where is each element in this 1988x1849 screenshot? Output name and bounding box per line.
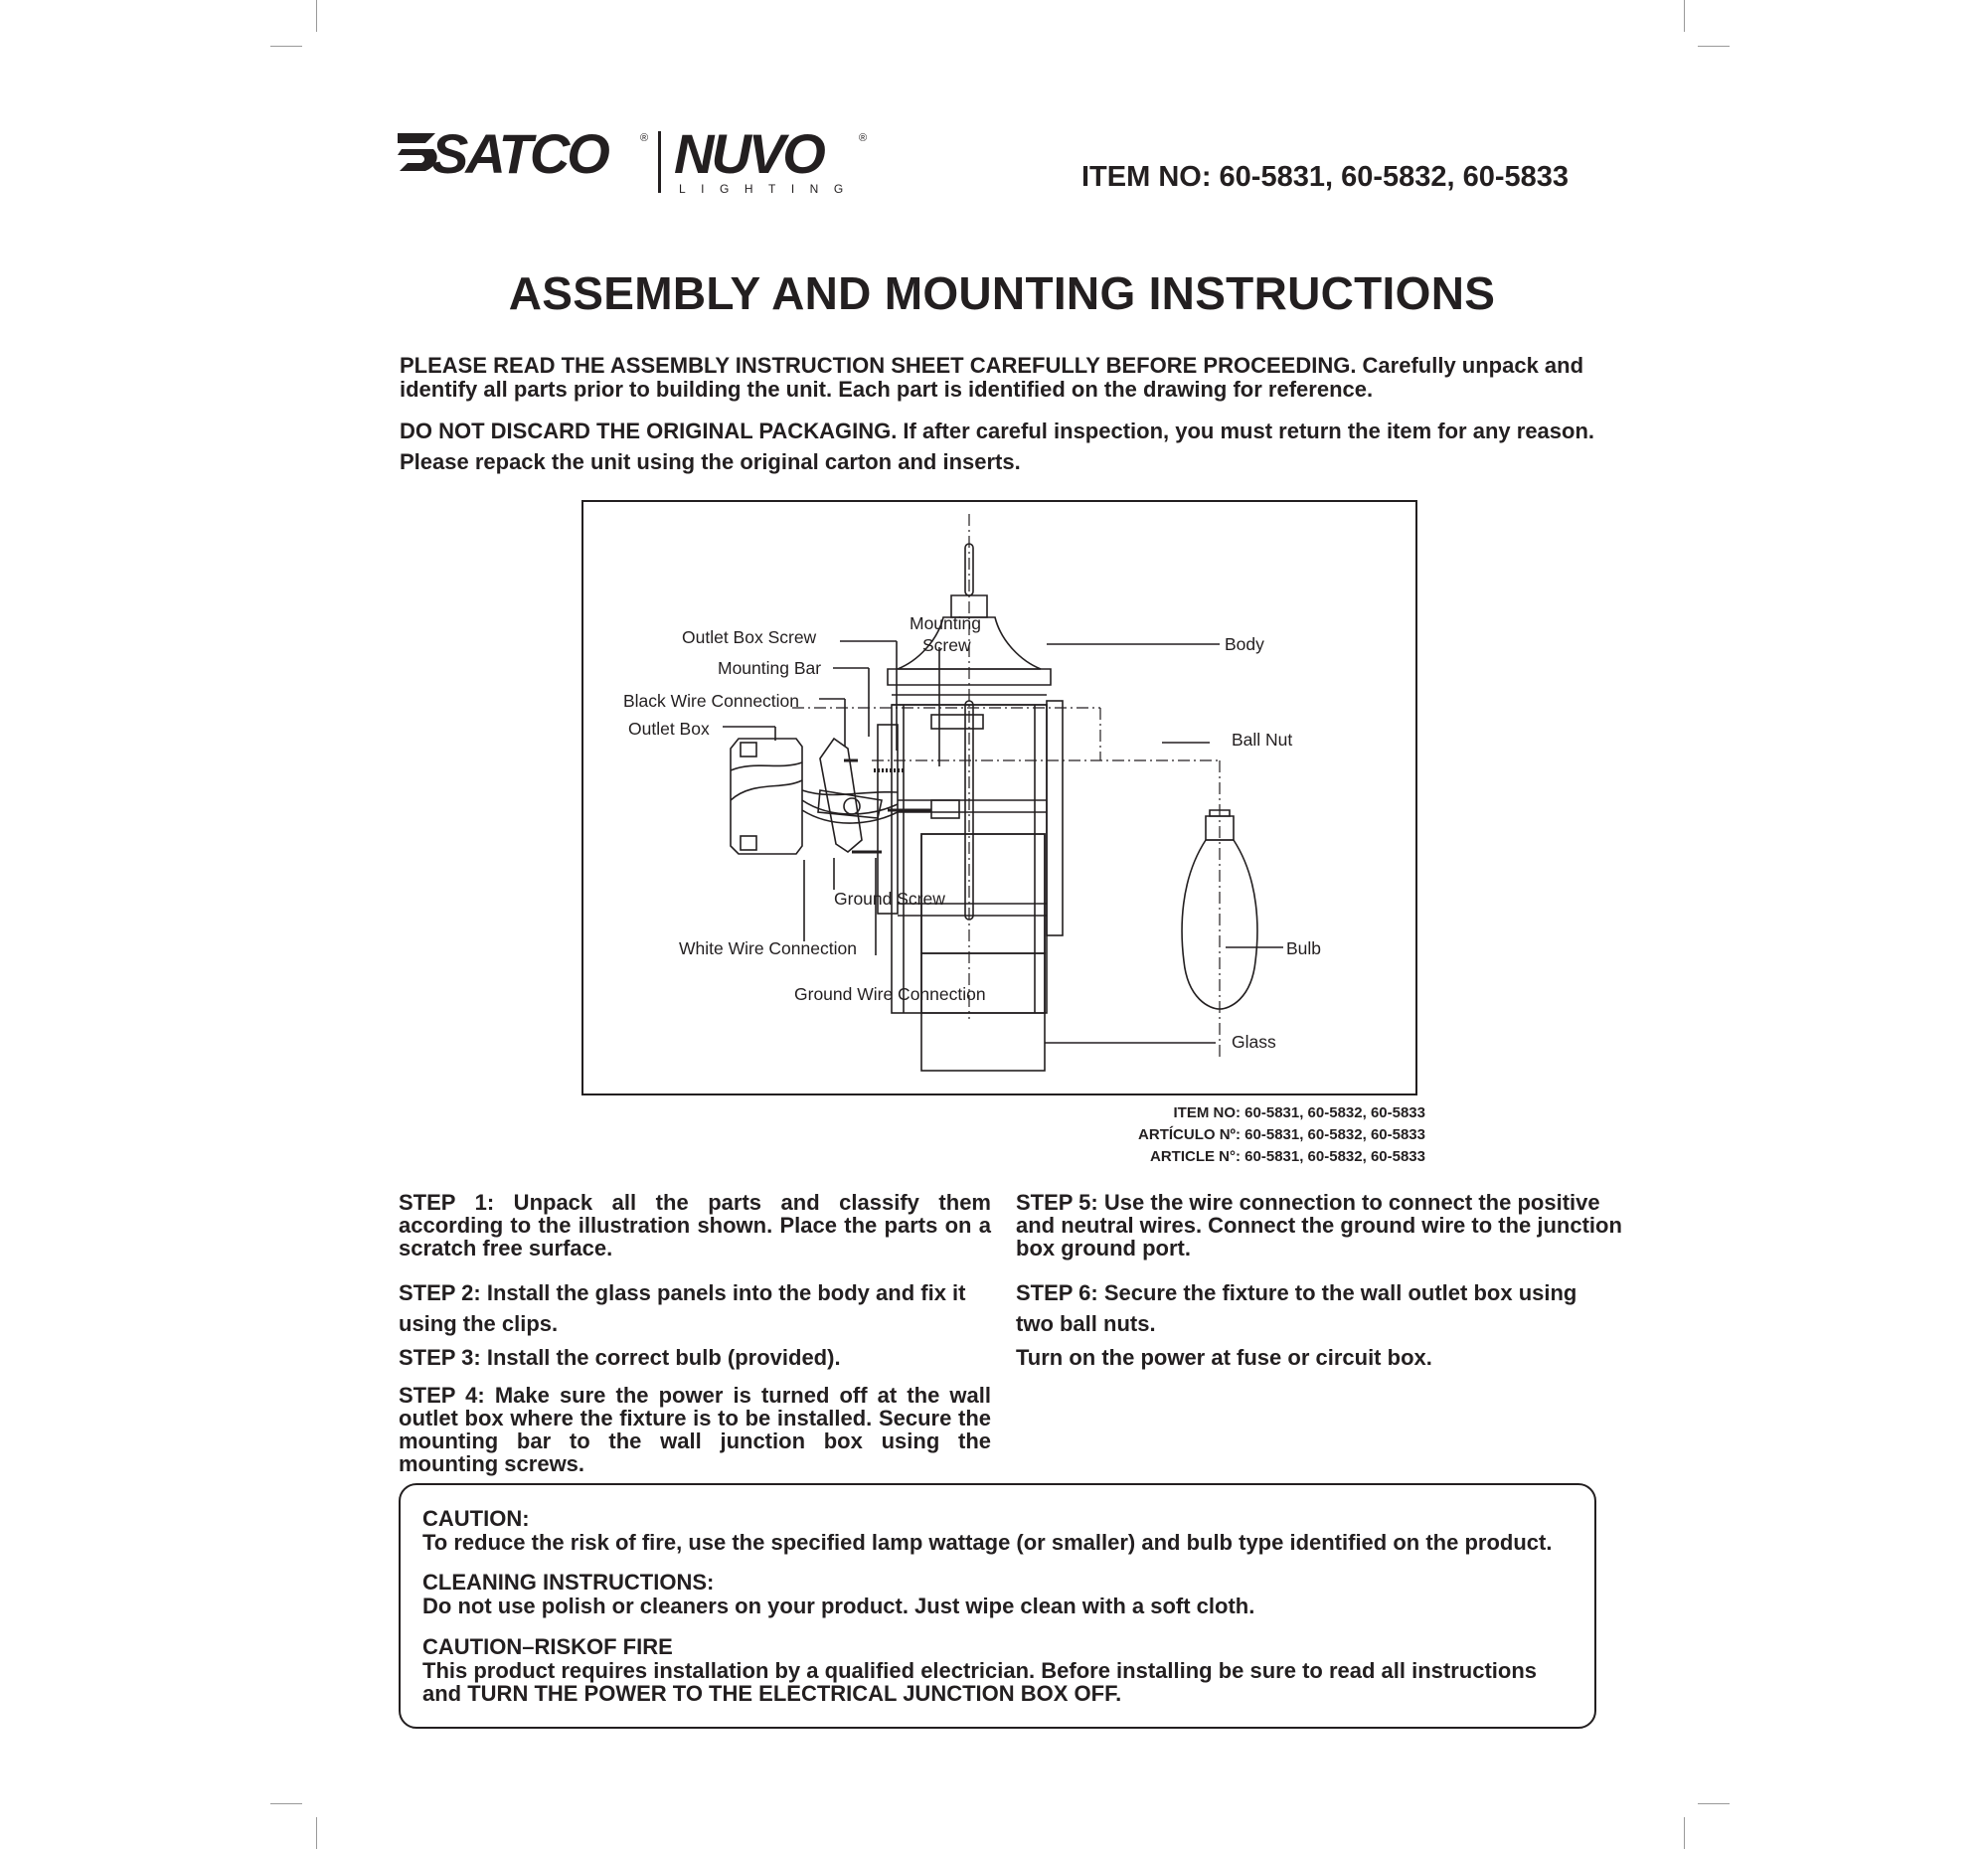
- article-line: ARTICLE N°: 60-5831, 60-5832, 60-5833: [1150, 1148, 1425, 1165]
- label-mounting-screw: Mounting: [910, 613, 981, 633]
- step-1: STEP 1: Unpack all the parts and classify them according to the illustration shown. Place the parts on a scratch free surface.: [399, 1190, 991, 1261]
- fire-caution-text: This product requires installation by a qualified electrician. Before installing be sure to read all instructions and TURN THE POWER TO THE ELECTRICAL JUNCTION BOX OFF.: [422, 1658, 1538, 1706]
- step-7: Turn on the power at fuse or circuit box.: [1016, 1345, 1432, 1370]
- caution-text: To reduce the risk of fire, use the specified lamp wattage (or smaller) and bulb type identified on the product.: [422, 1530, 1553, 1555]
- step-5: STEP 5: Use the wire connection to connect the positive and neutral wires. Connect the ground wire to the junction box ground port.: [1016, 1190, 1622, 1261]
- crop-mark: [270, 46, 302, 47]
- caution-heading: CAUTION:: [422, 1506, 530, 1531]
- crop-mark: [1698, 46, 1730, 47]
- label-mounting-screw-2: Screw: [922, 635, 971, 655]
- crop-mark: [270, 1803, 302, 1804]
- step-6: STEP 6: Secure the fixture to the wall outlet box using two ball nuts.: [1016, 1280, 1577, 1336]
- page-title: ASSEMBLY AND MOUNTING INSTRUCTIONS: [508, 267, 1496, 319]
- step-3: STEP 3: Install the correct bulb (provided).: [399, 1345, 841, 1370]
- crop-mark: [316, 0, 317, 32]
- parts-diagram: [581, 500, 1417, 1095]
- crop-mark: [1698, 1803, 1730, 1804]
- article-line: ITEM NO: 60-5831, 60-5832, 60-5833: [1173, 1104, 1425, 1121]
- brand-logo: [396, 127, 873, 199]
- cleaning-text: Do not use polish or cleaners on your product. Just wipe clean with a soft cloth.: [422, 1594, 1255, 1618]
- svg-text:NUVO: NUVO: [674, 127, 823, 185]
- label-ground-screw: Ground Screw: [834, 889, 945, 909]
- step-4: STEP 4: Make sure the power is turned off at the wall outlet box where the fixture is to be installed. Secure the mounting bar to the wall junction box using the mounting screws.: [399, 1383, 991, 1476]
- svg-text:®: ®: [640, 132, 649, 144]
- label-mounting-bar: Mounting Bar: [718, 658, 822, 678]
- packaging-paragraph: DO NOT DISCARD THE ORIGINAL PACKAGING. If after careful inspection, you must return the item for any reason. Please repack the unit using the original carton and inserts.: [400, 419, 1595, 474]
- crop-mark: [1684, 0, 1685, 32]
- crop-mark: [316, 1817, 317, 1849]
- cleaning-heading: CLEANING INSTRUCTIONS:: [422, 1570, 715, 1595]
- label-ground-wire: Ground Wire Connection: [794, 984, 986, 1004]
- label-outlet-box: Outlet Box: [628, 719, 710, 739]
- step-2: STEP 2: Install the glass panels into the body and fix it using the clips.: [399, 1280, 966, 1336]
- svg-text:LIGHTING: LIGHTING: [679, 182, 859, 196]
- article-line: ARTÍCULO Nº: 60-5831, 60-5832, 60-5833: [1138, 1126, 1425, 1143]
- label-black-wire: Black Wire Connection: [623, 691, 800, 711]
- label-body: Body: [1225, 634, 1264, 654]
- label-ball-nut: Ball Nut: [1232, 730, 1293, 750]
- intro-paragraph: PLEASE READ THE ASSEMBLY INSTRUCTION SHEET CAREFULLY BEFORE PROCEEDING. Carefully unpack and identify all parts prior to building the unit. Each part is identified on the drawing for reference.: [400, 353, 1584, 402]
- item-number: ITEM NO: 60-5831, 60-5832, 60-5833: [1081, 161, 1570, 193]
- label-glass: Glass: [1232, 1032, 1276, 1052]
- fire-caution-heading: CAUTION–RISKOF FIRE: [422, 1634, 673, 1659]
- label-outlet-box-screw: Outlet Box Screw: [682, 627, 817, 647]
- svg-text:®: ®: [859, 132, 868, 144]
- crop-mark: [1684, 1817, 1685, 1849]
- diagram-labels: [623, 613, 1321, 1052]
- label-white-wire: White Wire Connection: [679, 938, 857, 958]
- svg-text:SATCO: SATCO: [431, 127, 607, 185]
- label-bulb: Bulb: [1286, 938, 1322, 958]
- article-numbers: [895, 1102, 1425, 1168]
